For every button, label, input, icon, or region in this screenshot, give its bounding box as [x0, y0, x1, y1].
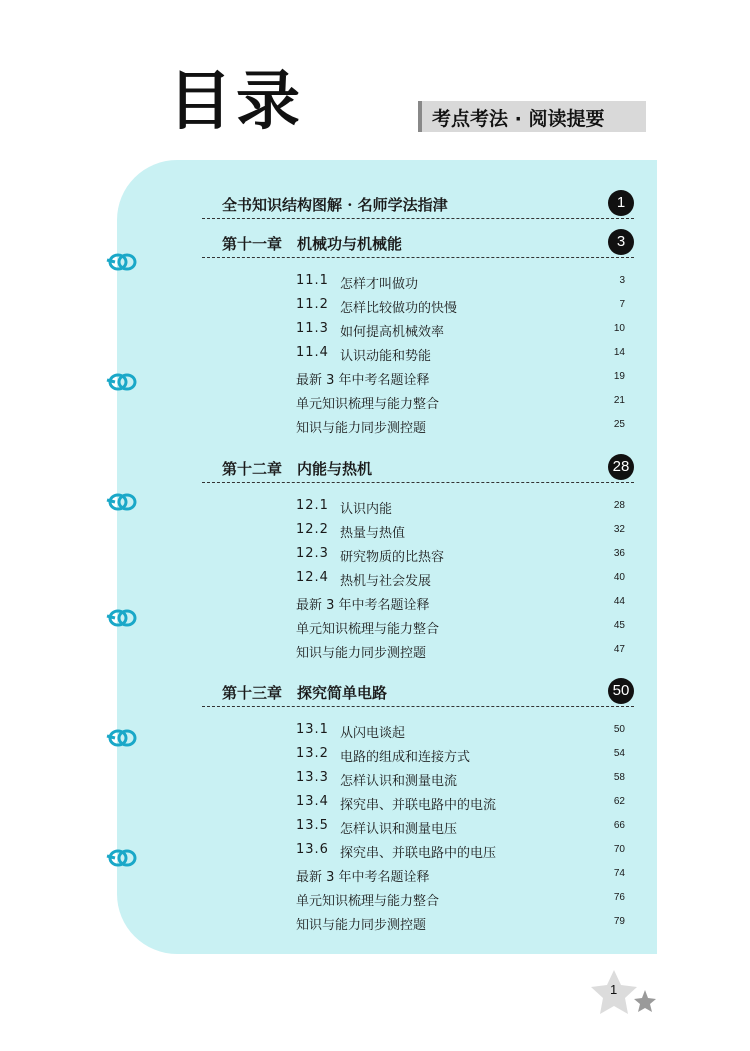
- toc-heading-label: 全书知识结构图解 · 名师学法指津: [222, 196, 448, 214]
- toc-entry-title: 怎样比较做功的快慢: [340, 301, 458, 316]
- toc-entry-page: 25: [613, 419, 625, 430]
- toc-entry-number: 11.4: [296, 345, 329, 360]
- toc-entry-title: 认识内能: [340, 502, 393, 517]
- toc-entry[interactable]: [296, 719, 625, 741]
- toc-entry-page: 76: [613, 892, 625, 903]
- toc-entry-number: 13.5: [296, 818, 329, 833]
- toc-entry[interactable]: [296, 887, 625, 909]
- toc-entry-page: 21: [613, 395, 625, 406]
- toc-entry-page: 32: [613, 524, 625, 535]
- toc-entry[interactable]: [296, 591, 625, 613]
- toc-entry-number: 11.3: [296, 321, 329, 336]
- toc-entry-page: 14: [613, 347, 625, 358]
- toc-entry-title: 最新 3 年中考名题诠释: [296, 598, 430, 613]
- toc-overview[interactable]: [222, 190, 634, 218]
- toc-entry-title: 知识与能力同步测控题: [296, 421, 427, 436]
- toc-chapter[interactable]: [222, 678, 634, 706]
- toc-entry-number: 13.1: [296, 722, 329, 737]
- dashed-divider: [202, 706, 634, 707]
- toc-entry[interactable]: [296, 414, 625, 436]
- toc-entry[interactable]: [296, 639, 625, 661]
- binder-ring-icon: [105, 846, 143, 870]
- toc-entry-number: 13.6: [296, 842, 329, 857]
- toc-entry[interactable]: [296, 615, 625, 637]
- toc-entry-title: 怎样认识和测量电流: [340, 774, 458, 789]
- toc-entry-page: 36: [613, 548, 625, 559]
- binder-ring-icon: [105, 726, 143, 750]
- toc-entry-title: 怎样才叫做功: [340, 277, 419, 292]
- toc-entry-title: 单元知识梳理与能力整合: [296, 397, 440, 412]
- toc-entry-page: 58: [613, 772, 625, 783]
- toc-heading-label: 第十一章 机械功与机械能: [222, 235, 403, 253]
- toc-entry-page: 3: [619, 275, 625, 286]
- toc-entry-title: 怎样认识和测量电压: [340, 822, 458, 837]
- toc-entry-title: 知识与能力同步测控题: [296, 918, 427, 933]
- toc-entry-page: 70: [613, 844, 625, 855]
- binder-ring-icon: [105, 490, 143, 514]
- toc-entry-title: 最新 3 年中考名题诠释: [296, 373, 430, 388]
- dashed-divider: [202, 482, 634, 483]
- toc-heading-label: 第十三章 探究简单电路: [222, 684, 388, 702]
- toc-entry-number: 12.2: [296, 522, 329, 537]
- toc-entry[interactable]: [296, 791, 625, 813]
- toc-chapter[interactable]: [222, 229, 634, 257]
- toc-entry-title: 知识与能力同步测控题: [296, 646, 427, 661]
- toc-heading-page-badge: 3: [608, 229, 634, 255]
- subtitle-bar: [418, 101, 646, 132]
- toc-entry-page: 45: [613, 620, 625, 631]
- toc-heading-page-badge: 1: [608, 190, 634, 216]
- toc-entry[interactable]: [296, 863, 625, 885]
- toc-entry-title: 单元知识梳理与能力整合: [296, 894, 440, 909]
- toc-entry[interactable]: [296, 390, 625, 412]
- toc-entry[interactable]: [296, 294, 625, 316]
- toc-entry[interactable]: [296, 318, 625, 340]
- dashed-divider: [202, 218, 634, 219]
- toc-entry-number: 13.3: [296, 770, 329, 785]
- toc-entry-page: 47: [613, 644, 625, 655]
- binder-ring-icon: [105, 250, 143, 274]
- page-title: 目录: [168, 65, 304, 139]
- toc-entry-page: 28: [613, 500, 625, 511]
- binder-ring-icon: [105, 606, 143, 630]
- page-number: 1: [610, 982, 618, 997]
- toc-entry[interactable]: [296, 839, 625, 861]
- dashed-divider: [202, 257, 634, 258]
- toc-entry-number: 11.2: [296, 297, 329, 312]
- toc-entry-number: 12.4: [296, 570, 329, 585]
- toc-entry-page: 66: [613, 820, 625, 831]
- toc-entry-title: 单元知识梳理与能力整合: [296, 622, 440, 637]
- toc-heading-page-badge: 50: [608, 678, 634, 704]
- toc-entry-page: 10: [613, 323, 625, 334]
- toc-chapter[interactable]: [222, 454, 634, 482]
- toc-entry-title: 探究串、并联电路中的电压: [340, 846, 497, 861]
- page-subtitle: 考点考法 · 阅读提要: [432, 108, 605, 130]
- toc-entry-title: 探究串、并联电路中的电流: [340, 798, 497, 813]
- toc-entry[interactable]: [296, 543, 625, 565]
- toc-entry-title: 热量与热值: [340, 526, 406, 541]
- toc-entry[interactable]: [296, 767, 625, 789]
- toc-entry-title: 从闪电谈起: [340, 726, 406, 741]
- toc-heading-label: 第十二章 内能与热机: [222, 460, 373, 478]
- star-icon: [590, 968, 660, 1018]
- toc-entry[interactable]: [296, 743, 625, 765]
- toc-entry[interactable]: [296, 270, 625, 292]
- toc-entry-number: 12.1: [296, 498, 329, 513]
- toc-entry[interactable]: [296, 366, 625, 388]
- toc-entry-title: 认识动能和势能: [340, 349, 432, 364]
- toc-entry-page: 40: [613, 572, 625, 583]
- toc-entry-title: 研究物质的比热容: [340, 550, 445, 565]
- toc-entry-number: 13.4: [296, 794, 329, 809]
- toc-entry-page: 54: [613, 748, 625, 759]
- toc-entry-page: 19: [613, 371, 625, 382]
- toc-entry-title: 电路的组成和连接方式: [340, 750, 471, 765]
- toc-entry-page: 79: [613, 916, 625, 927]
- toc-entry-page: 50: [613, 724, 625, 735]
- toc-entry-page: 74: [613, 868, 625, 879]
- toc-entry[interactable]: [296, 519, 625, 541]
- toc-entry-title: 热机与社会发展: [340, 574, 432, 589]
- toc-entry-page: 7: [619, 299, 625, 310]
- toc-entry[interactable]: [296, 495, 625, 517]
- toc-entry[interactable]: [296, 342, 625, 364]
- toc-entry-number: 12.3: [296, 546, 329, 561]
- toc-entry-page: 62: [613, 796, 625, 807]
- toc-entry-page: 44: [613, 596, 625, 607]
- toc-entry[interactable]: [296, 567, 625, 589]
- toc-entry-number: 11.1: [296, 273, 329, 288]
- toc-entry[interactable]: [296, 815, 625, 837]
- toc-entry-number: 13.2: [296, 746, 329, 761]
- toc-entry[interactable]: [296, 911, 625, 933]
- binder-ring-icon: [105, 370, 143, 394]
- toc-heading-page-badge: 28: [608, 454, 634, 480]
- toc-entry-title: 最新 3 年中考名题诠释: [296, 870, 430, 885]
- toc-entry-title: 如何提高机械效率: [340, 325, 445, 340]
